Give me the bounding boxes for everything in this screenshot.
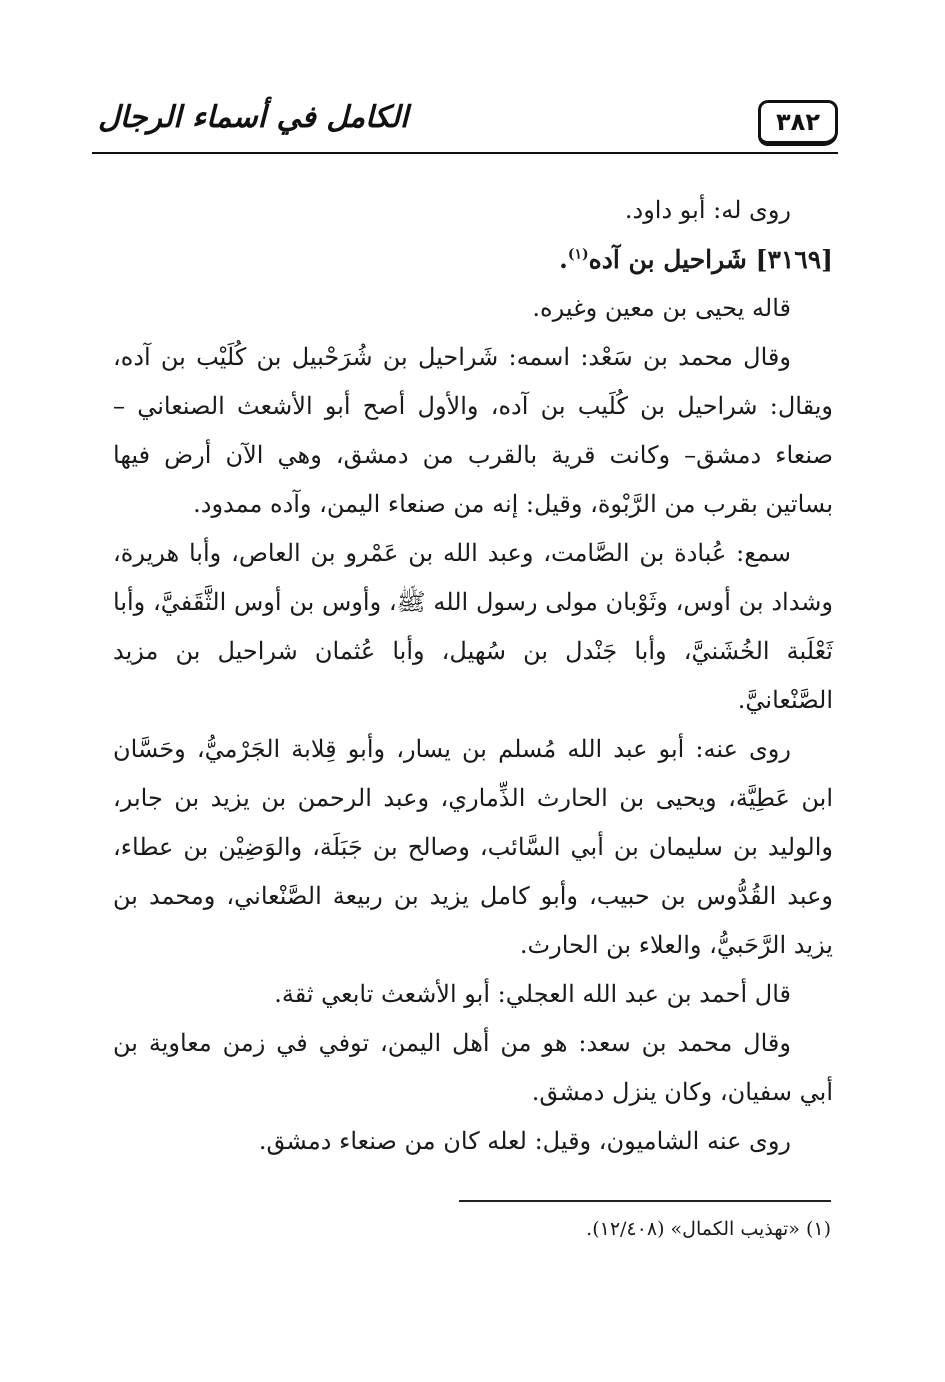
paragraph-ibn-sad: وقال محمد بن سَعْد: اسمه: شَراحيل بن شُرَحْبيل بن كُلَيْب بن آده، ويقال: شراحيل بن كُلَيب بن آده، والأول أصح أبو الأشعث الصنعاني – صنعاء دمشق– وكانت قرية بالقرب من دمشق، وهي الآن أرض فيها بساتين بقرب من الرَّبْوة، وقيل: إنه من صنعاء اليمن، وآده ممدود. [113, 343, 833, 518]
entry-end: . [559, 245, 568, 274]
footnote: (١) «تهذيب الكمال» (١٢/٤٠٨). [586, 1218, 831, 1240]
paragraph-qalahu: قاله يحيى بن معين وغيره. [532, 294, 791, 322]
entry-number: [٣١٦٩] [755, 245, 833, 274]
main-text [113, 186, 833, 1166]
entry-name: شَراحيل بن آده [588, 245, 747, 274]
running-title: الكامل في أسماء الرجال [98, 100, 409, 135]
page-number: ٣٨٢ [758, 100, 838, 146]
paragraph-riwaya: روى له: أبو داود. [624, 196, 791, 224]
entry-heading [113, 235, 833, 284]
paragraph-shamiyun: روى عنه الشاميون، وقيل: لعله كان من صنعاء دمشق. [258, 1127, 791, 1155]
paragraph-rawa-anhu: روى عنه: أبو عبد الله مُسلم بن يسار، وأبو قِلابة الجَرْميُّ، وحَسَّان ابن عَطِيَّة، ويحيى بن الحارث الذِّماري، وعبد الرحمن بن يزيد بن جابر، والوليد بن سليمان بن أبي السَّائب، وصالح بن جَبَلَة، والوَضِيْن بن عطاء، وعبد القُدُّوس بن حبيب، وأبو كامل يزيد بن ربيعة الصَّنْعاني، ومحمد بن يزيد الرَّحَبيُّ، والعلاء بن الحارث. [113, 735, 834, 959]
page-header [92, 92, 838, 154]
header-rule [92, 152, 838, 154]
paragraph-ijli: قال أحمد بن عبد الله العجلي: أبو الأشعث تابعي ثقة. [274, 980, 791, 1008]
paragraph-ibn-sad-2: وقال محمد بن سعد: هو من أهل اليمن، توفي في زمن معاوية بن أبي سفيان، وكان ينزل دمشق. [113, 1029, 833, 1106]
footnote-reference: (١) [567, 246, 589, 263]
paragraph-samia: سمع: عُبادة بن الصَّامت، وعبد الله بن عَمْرو بن العاص، وأبا هريرة، وشداد بن أوس، وثَوْبان مولى رسول الله ﷺ، وأوس بن أوس الثَّقَفيَّ، وأبا ثَعْلَبة الخُشَنيَّ، وأبا جَنْدل بن سُهيل، وأبا عُثمان شراحيل بن مزيد الصَّنْعانيَّ. [113, 539, 833, 714]
footnote-rule [459, 1200, 831, 1202]
